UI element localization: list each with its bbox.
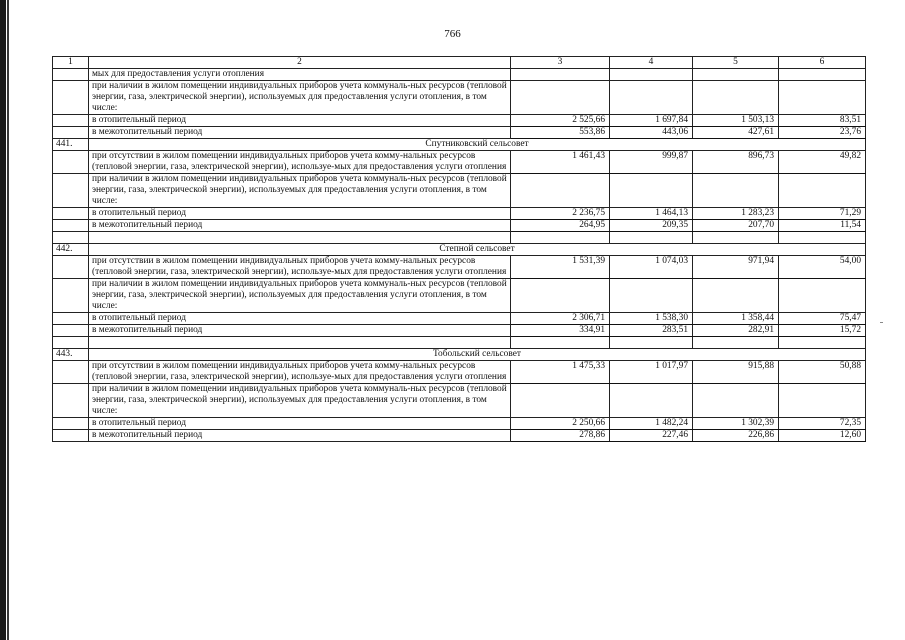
table-row [53, 151, 866, 174]
spacer-row [53, 337, 866, 349]
value-cell: 227,46 [610, 430, 693, 442]
table-row [53, 69, 866, 81]
value-cell: 12,60 [779, 430, 866, 442]
column-header: 6 [779, 57, 866, 69]
empty-cell [610, 232, 693, 244]
empty-cell [89, 232, 511, 244]
value-cell [779, 384, 866, 418]
value-cell [610, 81, 693, 115]
value-cell: 49,82 [779, 151, 866, 174]
empty-cell [53, 232, 89, 244]
value-cell: 283,51 [610, 325, 693, 337]
value-cell [610, 279, 693, 313]
value-cell: 207,70 [693, 220, 779, 232]
value-cell [693, 81, 779, 115]
value-cell [511, 384, 610, 418]
value-cell: 999,87 [610, 151, 693, 174]
index-cell [53, 384, 89, 418]
description-cell: в отопительный период [89, 418, 511, 430]
value-cell: 971,94 [693, 256, 779, 279]
table-row [53, 174, 866, 208]
value-cell: 1 538,30 [610, 313, 693, 325]
column-header: 4 [610, 57, 693, 69]
value-cell: 1 074,03 [610, 256, 693, 279]
section-title: Спутниковский сельсовет [89, 139, 866, 151]
empty-cell [511, 337, 610, 349]
section-title: Тобольский сельсовет [89, 349, 866, 361]
column-header: 2 [89, 57, 511, 69]
section-index: 443. [53, 349, 89, 361]
value-cell: 1 503,13 [693, 115, 779, 127]
index-cell [53, 220, 89, 232]
page-number: 766 [444, 28, 461, 40]
value-cell: 1 358,44 [693, 313, 779, 325]
table-row [53, 208, 866, 220]
value-cell: 1 302,39 [693, 418, 779, 430]
empty-cell [53, 337, 89, 349]
value-cell: 1 475,33 [511, 361, 610, 384]
table-row [53, 127, 866, 139]
value-cell: 427,61 [693, 127, 779, 139]
section-header-row [53, 139, 866, 151]
column-header-row [53, 57, 866, 69]
index-cell [53, 418, 89, 430]
value-cell: 443,06 [610, 127, 693, 139]
section-index: 442. [53, 244, 89, 256]
value-cell: 72,35 [779, 418, 866, 430]
value-cell: 1 531,39 [511, 256, 610, 279]
table-row [53, 384, 866, 418]
description-cell: в отопительный период [89, 208, 511, 220]
value-cell: 75,47 [779, 313, 866, 325]
description-cell: мых для предоставления услуги отопления [89, 69, 511, 81]
table-row [53, 256, 866, 279]
value-cell: 896,73 [693, 151, 779, 174]
value-cell: 1 461,43 [511, 151, 610, 174]
index-cell [53, 325, 89, 337]
description-cell: в отопительный период [89, 115, 511, 127]
description-cell: при наличии в жилом помещении индивидуальных приборов учета коммуналь-ных ресурсов (тепловой энергии, газа, электрической энергии), используемых для предоставления услуги отопления, в том числе: [89, 279, 511, 313]
description-cell: при наличии в жилом помещении индивидуальных приборов учета коммуналь-ных ресурсов (тепловой энергии, газа, электрической энергии), используемых для предоставления услуги отопления, в том числе: [89, 81, 511, 115]
index-cell [53, 151, 89, 174]
value-cell [779, 69, 866, 81]
table-row [53, 115, 866, 127]
index-cell [53, 174, 89, 208]
value-cell: 264,95 [511, 220, 610, 232]
value-cell: 2 250,66 [511, 418, 610, 430]
value-cell [693, 174, 779, 208]
table-row [53, 418, 866, 430]
index-cell [53, 69, 89, 81]
value-cell [693, 69, 779, 81]
value-cell [610, 174, 693, 208]
table-row [53, 430, 866, 442]
value-cell [511, 81, 610, 115]
value-cell: 2 236,75 [511, 208, 610, 220]
index-cell [53, 115, 89, 127]
binding-edge-shadow [7, 0, 9, 640]
value-cell: 915,88 [693, 361, 779, 384]
value-cell: 1 464,13 [610, 208, 693, 220]
description-cell: при отсутствии в жилом помещении индивидуальных приборов учета комму-нальных ресурсов (тепловой энергии, газа, электрической энергии), используе-мых для предоставления услуги отопления [89, 151, 511, 174]
empty-cell [610, 337, 693, 349]
section-header-row [53, 244, 866, 256]
binding-edge [0, 0, 6, 640]
table-row [53, 220, 866, 232]
value-cell: 1 017,97 [610, 361, 693, 384]
section-index: 441. [53, 139, 89, 151]
table-row [53, 325, 866, 337]
description-cell: в отопительный период [89, 313, 511, 325]
value-cell: 226,86 [693, 430, 779, 442]
description-cell: при отсутствии в жилом помещении индивидуальных приборов учета комму-нальных ресурсов (тепловой энергии, газа, электрической энергии), используе-мых для предоставления услуги отопления [89, 361, 511, 384]
description-cell: при отсутствии в жилом помещении индивидуальных приборов учета комму-нальных ресурсов (тепловой энергии, газа, электрической энергии), используе-мых для предоставления услуги отопления [89, 256, 511, 279]
table-row [53, 361, 866, 384]
description-cell: при наличии в жилом помещении индивидуальных приборов учета коммуналь-ных ресурсов (тепловой энергии, газа, электрической энергии), используемых для предоставления услуги отопления, в том числе: [89, 384, 511, 418]
empty-cell [779, 337, 866, 349]
value-cell: 23,76 [779, 127, 866, 139]
value-cell [779, 81, 866, 115]
value-cell: 553,86 [511, 127, 610, 139]
description-cell: в межотопительный период [89, 220, 511, 232]
empty-cell [779, 232, 866, 244]
value-cell [511, 279, 610, 313]
column-header: 3 [511, 57, 610, 69]
value-cell: 15,72 [779, 325, 866, 337]
column-header: 5 [693, 57, 779, 69]
index-cell [53, 361, 89, 384]
value-cell: 1 482,24 [610, 418, 693, 430]
table-row [53, 81, 866, 115]
index-cell [53, 256, 89, 279]
value-cell: 278,86 [511, 430, 610, 442]
value-cell: 282,91 [693, 325, 779, 337]
value-cell [511, 174, 610, 208]
description-cell: в межотопительный период [89, 127, 511, 139]
index-cell [53, 430, 89, 442]
value-cell: 11,54 [779, 220, 866, 232]
value-cell: 50,88 [779, 361, 866, 384]
table-row [53, 313, 866, 325]
value-cell: 71,29 [779, 208, 866, 220]
value-cell: 2 525,66 [511, 115, 610, 127]
index-cell [53, 81, 89, 115]
spacer-row [53, 232, 866, 244]
table-row [53, 279, 866, 313]
value-cell: 1 283,23 [693, 208, 779, 220]
value-cell [779, 279, 866, 313]
empty-cell [693, 337, 779, 349]
empty-cell [693, 232, 779, 244]
index-cell [53, 127, 89, 139]
column-header: 1 [53, 57, 89, 69]
value-cell: 1 697,84 [610, 115, 693, 127]
value-cell [693, 279, 779, 313]
tariff-table [52, 56, 866, 442]
empty-cell [511, 232, 610, 244]
value-cell: 54,00 [779, 256, 866, 279]
value-cell [693, 384, 779, 418]
description-cell: в межотопительный период [89, 430, 511, 442]
value-cell [610, 384, 693, 418]
value-cell [779, 174, 866, 208]
value-cell: 334,91 [511, 325, 610, 337]
value-cell: 2 306,71 [511, 313, 610, 325]
value-cell [511, 69, 610, 81]
empty-cell [89, 337, 511, 349]
description-cell: в межотопительный период [89, 325, 511, 337]
value-cell: 209,35 [610, 220, 693, 232]
description-cell: при наличии в жилом помещении индивидуальных приборов учета коммуналь-ных ресурсов (тепловой энергии, газа, электрической энергии), используемых для предоставления услуги отопления, в том числе: [89, 174, 511, 208]
index-cell [53, 208, 89, 220]
index-cell [53, 279, 89, 313]
scan-artifact [880, 322, 883, 323]
section-header-row [53, 349, 866, 361]
value-cell: 83,51 [779, 115, 866, 127]
tariff-table-body [53, 57, 866, 442]
value-cell [610, 69, 693, 81]
index-cell [53, 313, 89, 325]
section-title: Степной сельсовет [89, 244, 866, 256]
